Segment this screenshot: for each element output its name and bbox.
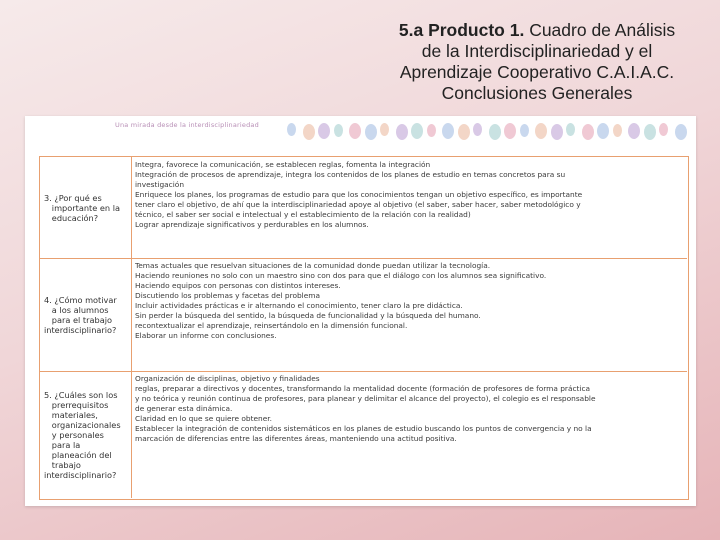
question-line: 3. ¿Por qué es (44, 192, 102, 203)
slide-title-line2: de la Interdisciplinariedad y el (421, 41, 653, 61)
question-line: para la (44, 439, 81, 450)
question-line: planeación del (44, 449, 112, 460)
answer-line: Haciendo reuniones no solo con un maestro sino con dos para que el diálogo con los alumnos sea significativo. (135, 271, 547, 280)
decorative-dot (334, 124, 343, 137)
answer-line: marcación de diferencias entre las diferentes áreas, manteniendo una actitud positiva. (135, 434, 457, 443)
question-line: para el trabajo (44, 314, 113, 325)
decorative-dot (303, 124, 315, 140)
decorative-dot (582, 124, 594, 140)
decorative-dot (287, 123, 296, 136)
question-line: organizacionales (44, 419, 121, 430)
decorative-dot (551, 124, 563, 140)
question-line: y personales (44, 429, 104, 440)
slide-title-line4: Conclusiones Generales (441, 83, 633, 103)
decorative-dot (520, 124, 529, 137)
question-line: importante en la (44, 202, 121, 213)
question-line: trabajo (44, 459, 81, 470)
sheet-header-text: Una mirada desde la interdisciplinariedad (115, 121, 259, 129)
decorative-dot (628, 123, 640, 139)
answer-line: de generar esta dinámica. (135, 404, 233, 413)
slide-title-bold: 5.a Producto 1. (398, 20, 525, 40)
decorative-dot (380, 123, 389, 136)
question-line: 4. ¿Cómo motivar (44, 294, 117, 305)
table-row (40, 258, 687, 372)
question-cell (40, 157, 132, 258)
question-cell (40, 371, 132, 498)
question-line: a los alumnos (44, 304, 109, 315)
slide-title-line1: Cuadro de Análisis (524, 20, 676, 40)
analysis-table (39, 156, 689, 500)
decorative-dot (411, 123, 423, 139)
decorative-dot (349, 123, 361, 139)
table-row (40, 157, 687, 259)
answer-line: Establecer la integración de contenidos sistemáticos en los planes de estudio buscando los puntos de convergencia y no la (135, 424, 592, 433)
slide-title (372, 20, 702, 104)
answer-line: Incluir actividades prácticas e ir alternando el conocimiento, tener claro la pre didáctica. (135, 301, 463, 310)
decorative-dot (442, 123, 454, 139)
answer-line: investigación (135, 180, 185, 189)
decorative-dots (287, 122, 692, 138)
answer-line: Haciendo equipos con personas con distintos intereses. (135, 281, 341, 290)
decorative-dot (659, 123, 668, 136)
question-line: interdisciplinario? (44, 324, 117, 335)
question-line: materiales, (44, 409, 98, 420)
decorative-dot (458, 124, 470, 140)
slide-title-line3: Aprendizaje Cooperativo C.A.I.A.C. (399, 62, 675, 82)
answer-line: Integra, favorece la comunicación, se establecen reglas, fomenta la integración (135, 160, 431, 169)
question-line: 5. ¿Cuáles son los (44, 389, 118, 400)
decorative-dot (675, 124, 687, 140)
answer-line: reglas, preparar a directivos y docentes, transformando la mentalidad docente (formación de profesores de forma práctica (135, 384, 591, 393)
answer-line: Elaborar un informe con conclusiones. (135, 331, 277, 340)
answer-line: Enriquece los planes, los programas de estudio para que los conocimientos tengan un objetivo específico, es importante (135, 190, 583, 199)
decorative-dot (365, 124, 377, 140)
decorative-dot (473, 123, 482, 136)
answer-line: tener claro el objetivo, de ahí que la interdisciplinariedad apoye al objetivo (el saber, saber hacer, saber metodológico y (135, 200, 581, 209)
answer-line: Sin perder la búsqueda del sentido, la búsqueda de funcionalidad y la búsqueda del humano. (135, 311, 481, 320)
answer-line: recontextualizar el aprendizaje, reinsertándolo en la dimensión funcional. (135, 321, 408, 330)
decorative-dot (613, 124, 622, 137)
answer-line: Temas actuales que resuelvan situaciones de la comunidad donde puedan utilizar la tecnología. (135, 261, 491, 270)
decorative-dot (597, 123, 609, 139)
decorative-dot (644, 124, 656, 140)
answer-line: Organización de disciplinas, objetivo y finalidades (135, 374, 320, 383)
answer-line: Integración de procesos de aprendizaje, integra los contenidos de los planes de estudio en temas concretos para su (135, 170, 566, 179)
answer-line: y no teórica y reunión continua de profesores, para planear y delimitar el alcance del proyecto), el colegio es el responsable (135, 394, 596, 403)
question-line: interdisciplinario? (44, 469, 117, 480)
decorative-dot (489, 124, 501, 140)
decorative-dot (318, 123, 330, 139)
answer-line: Claridad en lo que se quiere obtener. (135, 414, 272, 423)
sheet-header (25, 116, 696, 148)
answer-cell (135, 258, 683, 371)
decorative-dot (427, 124, 436, 137)
decorative-dot (535, 123, 547, 139)
answer-line: Discutiendo los problemas y facetas del problema (135, 291, 321, 300)
answer-cell (135, 157, 683, 258)
answer-line: técnico, el saber ser social e intelectual y el establecimiento de la relación con la realidad) (135, 210, 471, 219)
question-cell (40, 258, 132, 371)
table-row (40, 371, 687, 498)
question-line: prerrequisitos (44, 399, 109, 410)
decorative-dot (396, 124, 408, 140)
question-line: educación? (44, 212, 99, 223)
answer-cell (135, 371, 683, 498)
answer-line: Lograr aprendizaje significativos y perdurables en los alumnos. (135, 220, 369, 229)
decorative-dot (504, 123, 516, 139)
document-sheet (25, 116, 696, 506)
decorative-dot (566, 123, 575, 136)
